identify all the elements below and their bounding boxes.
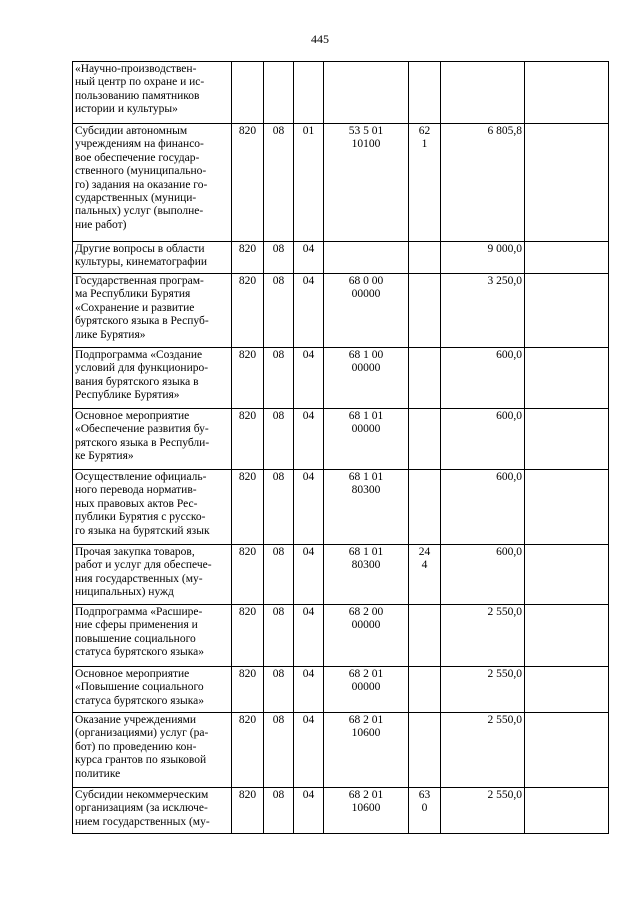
- row-type-cell: [409, 713, 441, 788]
- row-target-cell: [324, 62, 409, 124]
- row-section-cell: 08: [264, 713, 294, 788]
- row-section-cell: 08: [264, 242, 294, 274]
- row-target-cell: 68 1 01 80300: [324, 470, 409, 545]
- row-extra-cell: [525, 667, 609, 713]
- row-code-cell: [232, 62, 264, 124]
- row-type-cell: [409, 667, 441, 713]
- row-name-cell: Субсидии автономным учреждениям на финансо- вое обеспечение государ- ственного (муниципально- го) задания на оказание го- сударственных (муници- пальных) услуг (выполне- ние работ): [73, 124, 232, 242]
- table-row: [73, 274, 609, 348]
- table-row: [73, 470, 609, 545]
- row-amount-cell: 600,0: [441, 409, 525, 470]
- table-row: [73, 667, 609, 713]
- row-amount-cell: 9 000,0: [441, 242, 525, 274]
- table-row: [73, 605, 609, 667]
- row-subsection-cell: 04: [294, 470, 324, 545]
- row-extra-cell: [525, 788, 609, 834]
- row-code-cell: 820: [232, 545, 264, 605]
- row-name-cell: Основное мероприятие «Обеспечение развития бу- рятского языка в Республи- ке Бурятия»: [73, 409, 232, 470]
- row-amount-cell: [441, 62, 525, 124]
- table-row: [73, 713, 609, 788]
- row-subsection-cell: 01: [294, 124, 324, 242]
- row-name-cell: Государственная програм- ма Республики Бурятия «Сохранение и развитие бурятского языка в Респуб- лике Бурятия»: [73, 274, 232, 348]
- table-row: [73, 545, 609, 605]
- row-amount-cell: 3 250,0: [441, 274, 525, 348]
- row-extra-cell: [525, 713, 609, 788]
- row-extra-cell: [525, 545, 609, 605]
- row-section-cell: 08: [264, 605, 294, 667]
- row-target-cell: 68 2 01 00000: [324, 667, 409, 713]
- row-target-cell: 68 2 00 00000: [324, 605, 409, 667]
- row-code-cell: 820: [232, 242, 264, 274]
- row-extra-cell: [525, 605, 609, 667]
- row-subsection-cell: [294, 62, 324, 124]
- row-code-cell: 820: [232, 274, 264, 348]
- budget-table: [72, 61, 609, 834]
- row-section-cell: 08: [264, 667, 294, 713]
- row-code-cell: 820: [232, 713, 264, 788]
- row-type-cell: [409, 242, 441, 274]
- row-section-cell: [264, 62, 294, 124]
- row-code-cell: 820: [232, 409, 264, 470]
- row-section-cell: 08: [264, 124, 294, 242]
- row-subsection-cell: 04: [294, 605, 324, 667]
- row-code-cell: 820: [232, 667, 264, 713]
- row-amount-cell: 6 805,8: [441, 124, 525, 242]
- row-amount-cell: 2 550,0: [441, 788, 525, 834]
- table-row: [73, 242, 609, 274]
- row-amount-cell: 2 550,0: [441, 667, 525, 713]
- row-type-cell: [409, 470, 441, 545]
- row-amount-cell: 600,0: [441, 470, 525, 545]
- table-row: [73, 409, 609, 470]
- row-type-cell: 24 4: [409, 545, 441, 605]
- row-subsection-cell: 04: [294, 788, 324, 834]
- row-section-cell: 08: [264, 545, 294, 605]
- row-target-cell: 68 2 01 10600: [324, 788, 409, 834]
- row-target-cell: 68 1 01 00000: [324, 409, 409, 470]
- row-section-cell: 08: [264, 274, 294, 348]
- row-code-cell: 820: [232, 124, 264, 242]
- row-name-cell: Оказание учреждениями (организациями) услуг (ра- бот) по проведению кон- курса грантов по языковой политике: [73, 713, 232, 788]
- row-subsection-cell: 04: [294, 274, 324, 348]
- row-subsection-cell: 04: [294, 242, 324, 274]
- row-type-cell: [409, 605, 441, 667]
- row-target-cell: 68 2 01 10600: [324, 713, 409, 788]
- table-row: [73, 348, 609, 409]
- row-code-cell: 820: [232, 788, 264, 834]
- row-section-cell: 08: [264, 409, 294, 470]
- row-extra-cell: [525, 124, 609, 242]
- row-amount-cell: 600,0: [441, 545, 525, 605]
- row-type-cell: [409, 409, 441, 470]
- row-name-cell: Субсидии некоммерческим организациям (за исключе- нием государственных (му-: [73, 788, 232, 834]
- row-extra-cell: [525, 242, 609, 274]
- row-subsection-cell: 04: [294, 667, 324, 713]
- row-code-cell: 820: [232, 470, 264, 545]
- row-type-cell: [409, 274, 441, 348]
- row-amount-cell: 2 550,0: [441, 605, 525, 667]
- row-target-cell: 68 1 00 00000: [324, 348, 409, 409]
- row-section-cell: 08: [264, 788, 294, 834]
- row-section-cell: 08: [264, 470, 294, 545]
- row-name-cell: Осуществление официаль- ного перевода норматив- ных правовых актов Рес- публики Бурятия с русско- го языка на бурятский язык: [73, 470, 232, 545]
- row-amount-cell: 600,0: [441, 348, 525, 409]
- row-type-cell: 62 1: [409, 124, 441, 242]
- table-row: [73, 788, 609, 834]
- row-type-cell: [409, 348, 441, 409]
- row-target-cell: 68 1 01 80300: [324, 545, 409, 605]
- row-amount-cell: 2 550,0: [441, 713, 525, 788]
- row-name-cell: Подпрограмма «Расшире- ние сферы применения и повышение социального статуса бурятского языка»: [73, 605, 232, 667]
- row-extra-cell: [525, 409, 609, 470]
- row-section-cell: 08: [264, 348, 294, 409]
- row-subsection-cell: 04: [294, 409, 324, 470]
- row-subsection-cell: 04: [294, 713, 324, 788]
- row-code-cell: 820: [232, 605, 264, 667]
- row-code-cell: 820: [232, 348, 264, 409]
- row-subsection-cell: 04: [294, 348, 324, 409]
- row-name-cell: Подпрограмма «Создание условий для функциониро- вания бурятского языка в Республике Бурятия»: [73, 348, 232, 409]
- row-extra-cell: [525, 470, 609, 545]
- row-target-cell: 68 0 00 00000: [324, 274, 409, 348]
- row-name-cell: Прочая закупка товаров, работ и услуг для обеспече- ния государственных (му- ниципальных) нужд: [73, 545, 232, 605]
- table-row: [73, 62, 609, 124]
- row-type-cell: 63 0: [409, 788, 441, 834]
- row-type-cell: [409, 62, 441, 124]
- row-name-cell: Основное мероприятие «Повышение социального статуса бурятского языка»: [73, 667, 232, 713]
- row-target-cell: [324, 242, 409, 274]
- row-name-cell: Другие вопросы в области культуры, кинематографии: [73, 242, 232, 274]
- row-extra-cell: [525, 62, 609, 124]
- row-target-cell: 53 5 01 10100: [324, 124, 409, 242]
- row-extra-cell: [525, 348, 609, 409]
- page-number: 445: [311, 32, 329, 46]
- table-row: [73, 124, 609, 242]
- row-name-cell: «Научно-производствен- ный центр по охране и ис- пользованию памятников истории и культуры»: [73, 62, 232, 124]
- row-extra-cell: [525, 274, 609, 348]
- row-subsection-cell: 04: [294, 545, 324, 605]
